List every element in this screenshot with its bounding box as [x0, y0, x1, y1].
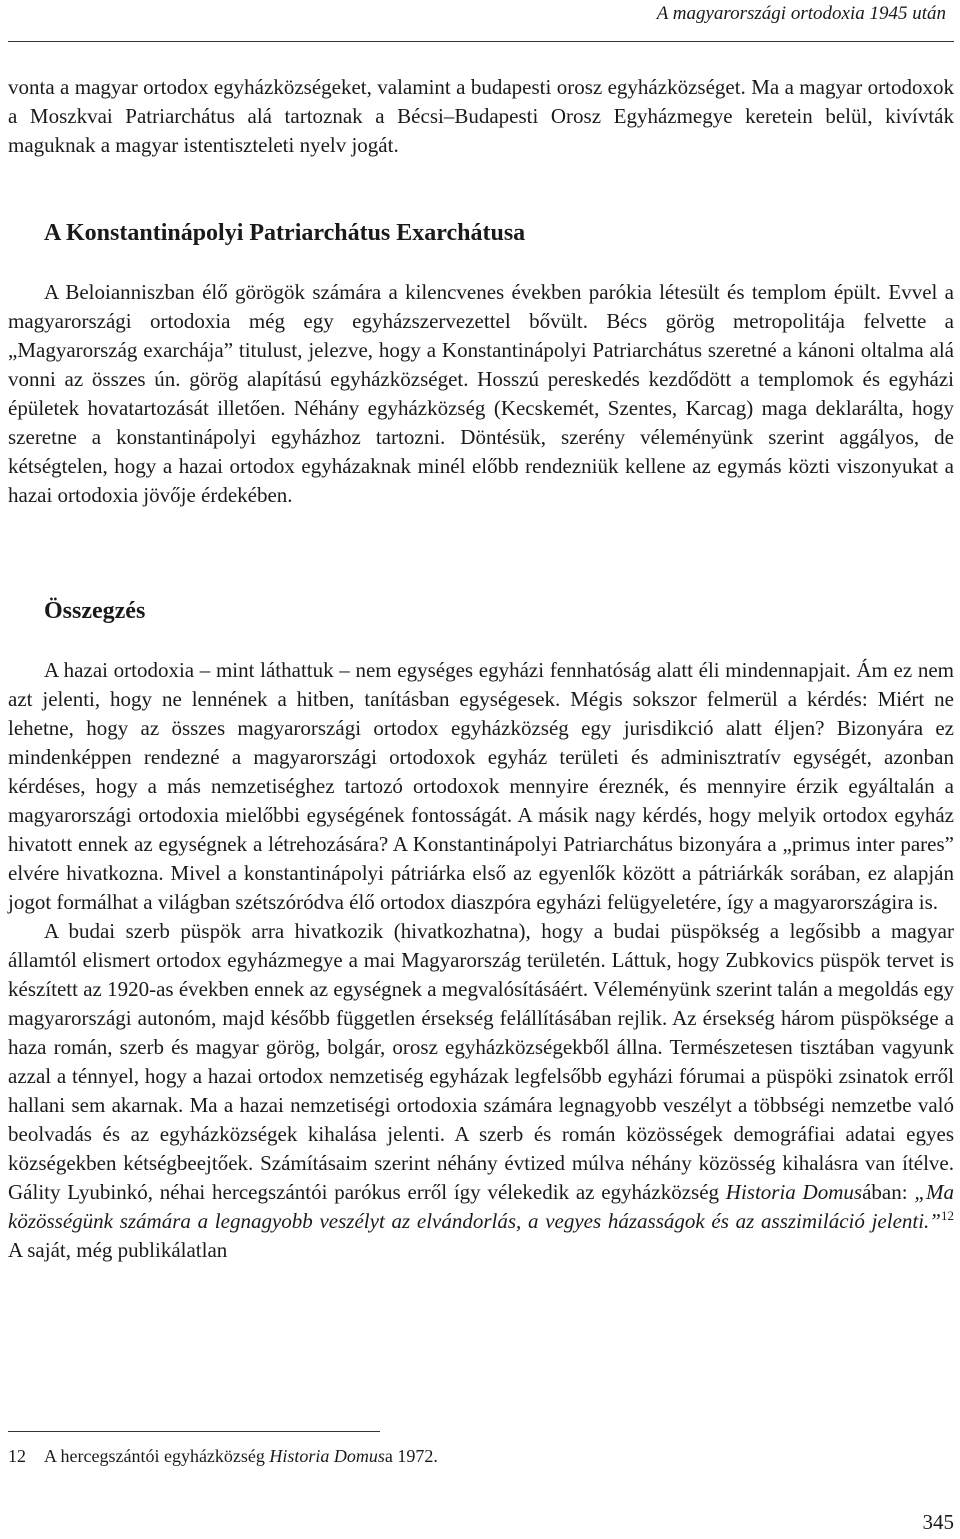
section-1-body — [8, 278, 954, 510]
section-1-paragraph: A Beloianniszban élő görögök számára a kilencvenes években parókia létesült és templom épült. Evvel a magyarországi ortodoxia még egy egyházszervezettel bővült. Bécs görög metropolitája felvette a „Magyarország exarchája” titulust, jelezve, hogy a Konstantinápolyi Patriarchátus szeretné a kánoni oltalma alá vonni az összes ún. görög alapítású egyházközséget. Hosszú pereskedés kezdődött a templomok és egyházi épületek hovatartozását illetően. Néhány egyházközség (Kecskemét, Szentes, Karcag) maga deklarálta, hogy szeretne a konstantinápolyi egyházhoz tartozni. Döntésük, szerény véleményünk szerint aggályos, de kétségtelen, hogy a hazai ortodox egyházaknak minél előbb rendezniük kellene az egymás közti viszonyukat a hazai ortodoxia jövője érdekében. — [8, 280, 954, 507]
footnote-rule — [8, 1431, 380, 1432]
section-1-heading-block — [8, 218, 954, 248]
intro-block — [8, 73, 954, 160]
paragraph-2-mid: ában: — [862, 1180, 915, 1204]
paragraph-2-end: A saját, még publikálatlan — [8, 1238, 228, 1262]
section-2-paragraph-2 — [8, 917, 954, 1265]
section-2-paragraph-1: A hazai ortodoxia – mint láthattuk – nem egységes egyházi fennhatóság alatt éli mindennapjait. Ám ez nem azt jelenti, hogy ne lennének a hitben, tanításban egységesek. Mégis sokszor felmerül a kérdés: Miért ne lehetne, hogy az összes magyarországi ortodox egyházközség egy jurisdikció alatt éljen? Bizonyára ez mindenképpen rendezné a magyarországi ortodoxok egyház területi és adminisztratív egységét, azonban kérdéses, hogy a más nemzetiséghez tartozó ortodoxok mennyire éreznék, és mennyire érzik egyáltalán a magyarországi ortodoxia mielőbbi egységének fontosságát. A másik nagy kérdés, hogy melyik ortodox egyház hivatott ennek az egységnek a létrehozására? A Konstantinápolyi Patriarchátus bizonyára a „primus inter pares” elvére hivatkozna. Mivel a konstantinápolyi pátriárka első az egyenlők között a pátriárkák sorában, ez alapján jogot formálhat a világban szétszóródva élő ortodox diaszpóra egyházi felügyeletére, így a magyarországira is. — [8, 658, 954, 914]
footnote-text-after: a 1972. — [384, 1446, 438, 1466]
running-head: A magyarországi ortodoxia 1945 után — [656, 3, 946, 24]
footnote-reference[interactable]: 12 — [941, 1208, 954, 1223]
footnote-number: 12 — [8, 1446, 26, 1466]
header-rule — [8, 41, 954, 42]
footnote-italic: Historia Domus — [269, 1446, 385, 1466]
footnote — [8, 1444, 954, 1468]
paragraph-2-italic-title: Historia Domus — [725, 1180, 863, 1204]
footnote-text-before: A hercegszántói egyházközség — [44, 1446, 270, 1466]
paragraph-2-text: A budai szerb püspök arra hivatkozik (hivatkozhatna), hogy a budai püspökség a legősibb a magyar államtól elismert ortodox egyházmegye a mai Magyarország területén. Láttuk, hogy Zubkovics püspök tervet is készített az 1920-as években ennek az egységnek a megvalósításáért. Véleményünk szerint talán a megoldás egy magyarországi autonóm, majd később független érsekség felállításában rejlik. Az érsekség három püspöksége a haza román, szerb és magyar görög, bolgár, orosz egyházközségekből állna. Természetesen tisztában vagyunk azzal a ténnyel, hogy a hazai ortodox nemzetiség egyházak legfelsőbb egyházi fórumai a püspöki zsinatok erről hallani sem akarnak. Ma a hazai nemzetiségi ortodoxia számára legnagyobb veszélyt a többségi nemzetbe való beolvadás és az egyházközségek kihalása jelenti. A szerb és román közösségek demográfiai adatai egyes községekben kétségbeejtőek. Számításaim szerint néhány évtized múlva néhány közösség kihalásra van ítélve. Gálity Lyubinkó, néhai hercegszántói parókus erről így vélekedik az egyházközség — [8, 919, 954, 1204]
section-2-heading-block — [8, 596, 954, 626]
section-2-title: Összegzés — [44, 598, 146, 624]
section-1-title: A Konstantinápolyi Patriarchátus Exarchátusa — [44, 220, 526, 246]
intro-paragraph: vonta a magyar ortodox egyházközségeket, valamint a budapesti orosz egyházközséget. Ma a magyar ortodoxok a Moszkvai Patriarchátus alá tartoznak a Bécsi–Budapesti Orosz Egyházmegye keretein belül, kivívták maguknak a magyar istentiszteleti nyelv jogát. — [8, 75, 954, 157]
section-2-body — [8, 656, 954, 1265]
paragraph-2-quote: „Ma közösségünk számára a legnagyobb veszélyt az elvándorlás, a vegyes házasságok és az asszimiláció jelenti.” — [8, 1180, 954, 1233]
page-number: 345 — [922, 1510, 954, 1534]
